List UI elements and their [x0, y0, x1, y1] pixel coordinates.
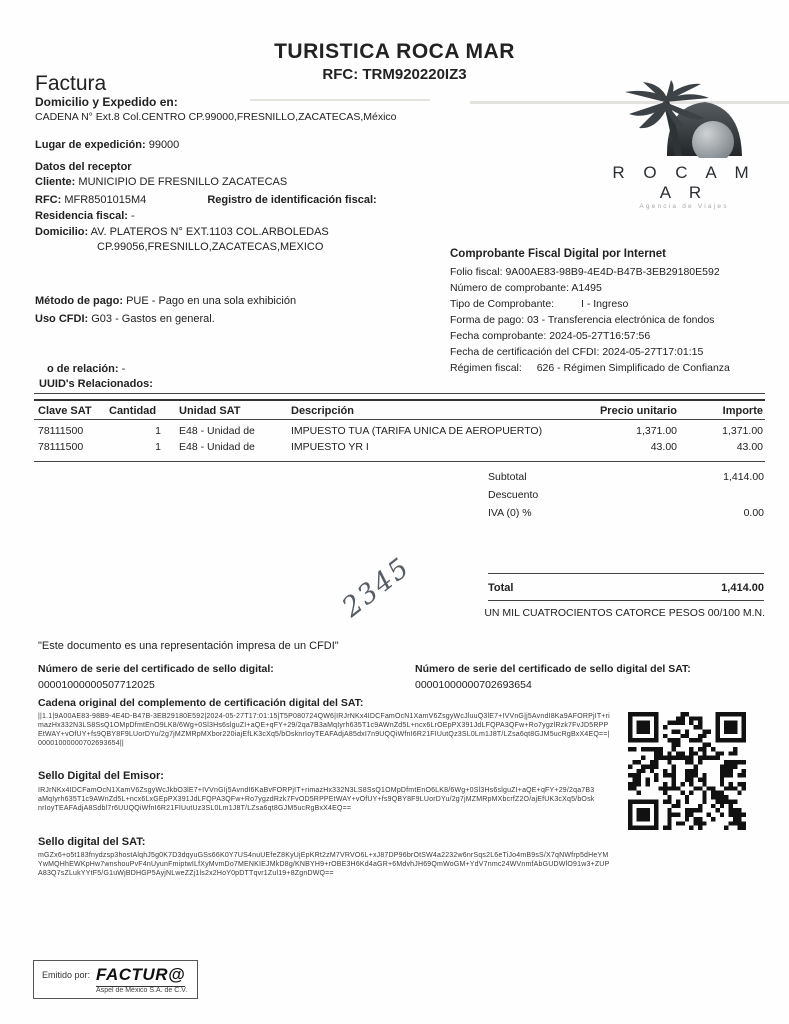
cfdi-label: Forma de pago:: [450, 314, 525, 326]
col-cantidad: Cantidad: [109, 405, 157, 417]
iva-label: IVA (0) %: [488, 507, 532, 519]
emitido-por-label: Emitido por:: [42, 970, 91, 980]
cfdi-value: 2024-05-27T17:01:15: [602, 346, 704, 358]
subtotal-value: 1,414.00: [723, 471, 764, 483]
cell-cantidad: 1: [155, 425, 161, 437]
csd-serial-value: 00001000000507712025: [38, 679, 155, 691]
sello-emisor-text: IRJrNKx4IDCFamOcN1XamV6ZsgyWcJkbO3lE7+IVVnGIj5AvndI6KaBvFORPjIT+rimazHx332N3LS8SsQ1OMpDfmtEnO6LK8/6Wg+0Sl3Hs6slguZI+aQE+qFY+29/2qa7B3aMqIyrh635T1c9AWnZd5L+ncx6LxGEpPX391JdLFQPA3QFw+Ro7ygzdRzk7FvOD5RPPEtWAY+vOfUY+fs9QBY8F9LUorDYu/2g7jMZMRpMXbcrfZ2O/ajEfUK3cXq5/bOsknrIoyTEAFAdjA8Sdbl7r6UUQQiWfnI6R21FIUutUz3SL0Lm1J8T/LZsa6qt8GJM5ucRgBxX4EQ==: [38, 787, 595, 813]
cfdi-row: [450, 314, 785, 326]
logo-brand-text: R O C A M A R: [612, 163, 756, 202]
cliente-value: MUNICIPIO DE FRESNILLO ZACATECAS: [78, 176, 288, 188]
total-bottom-border: [488, 600, 764, 601]
cfdi-label: Fecha comprobante:: [450, 330, 547, 342]
cfdi-row: [450, 298, 785, 310]
cfdi-legal-notice: "Este documento es una representación impresa de un CFDI": [38, 640, 339, 652]
uso-cfdi-label: Uso CFDI:: [35, 313, 89, 325]
emitido-por-box: [33, 960, 198, 999]
cfdi-label: Tipo de Comprobante:: [450, 298, 555, 310]
cell-importe: 1,371.00: [722, 425, 763, 437]
descuento-label: Descuento: [488, 489, 539, 501]
sello-emisor-label: Sello Digital del Emisor:: [38, 770, 164, 782]
receptor-section-title: Datos del receptor: [35, 161, 132, 173]
residencia-line: [35, 210, 135, 222]
cfdi-row: [450, 282, 785, 294]
issuer-domicilio-label: Domicilio y Expedido en:: [35, 95, 178, 109]
total-top-border: [488, 573, 764, 574]
company-title: TURISTICA ROCA MAR: [274, 40, 515, 63]
cell-cantidad: 1: [155, 441, 161, 453]
tipo-relacion-value: -: [121, 363, 126, 375]
sat-serial-value: 00001000000702693654: [415, 679, 532, 691]
metodo-pago-line: [35, 295, 296, 307]
total-label: Total: [488, 582, 514, 594]
domicilio-value1: AV. PLATEROS N° EXT.1103 COL.ARBOLEDAS: [90, 226, 329, 238]
cfdi-label: Régimen fiscal:: [450, 362, 522, 374]
domicilio-label: Domicilio:: [35, 226, 89, 238]
col-clave-sat: Clave SAT: [38, 405, 92, 417]
cfdi-label: Número de comprobante:: [450, 282, 570, 294]
uso-cfdi-value: G03 - Gastos en general.: [91, 313, 215, 325]
tipo-relacion-line: [47, 363, 125, 375]
registro-fiscal-label: Registro de identificación fiscal:: [207, 194, 377, 206]
total-line: [488, 582, 764, 594]
iva-line: [488, 507, 764, 519]
palm-tree-icon: [609, 145, 759, 162]
cfdi-value: 626 - Régimen Simplificado de Confianza: [536, 362, 730, 374]
cfdi-row: [450, 346, 785, 358]
col-precio-unitario: Precio unitario: [599, 405, 677, 417]
domicilio-line1: [35, 226, 329, 238]
cfdi-value: I - Ingreso: [581, 298, 629, 310]
receptor-rfc-line: [35, 194, 377, 206]
cliente-line: [35, 176, 287, 188]
cfdi-block: [450, 248, 785, 374]
factur-company: Aspel de México S.A. de C.V.: [96, 987, 188, 994]
cell-importe: 43.00: [736, 441, 763, 453]
metodo-pago-value: PUE - Pago en una sola exhibición: [126, 295, 297, 307]
cell-descripcion: IMPUESTO YR I: [291, 441, 369, 453]
cfdi-value: 2024-05-27T16:57:56: [549, 330, 651, 342]
cell-clave: 78111500: [38, 441, 84, 453]
sello-sat-text: mGZx6+o5t183fnydzsp3hostAlqhJ5g0K7D3dqyuGSs66K0Y7US4nuUEfeZ8KyUjEpKRt2zM7VRVO6L+xJ87DP96brOtSW4a2232w6nrSqs2L6eTiJo4mB9sS/X7qNWfrp5dHeYMYwMQHhEWKpHw7wnshouPvF4nUyunFmiptwILfXyMvmDo7MENKIEJMkD8g/KNBYH9+rOBE3H6Kd4aGR+6MdvhJH69QmWoGM+YdV7nmc24WVnmfAbGUDWlO91w3+ZUPA83Q7sZLukYYtF5/G1uWjBDHGP5AyjNLweZZj1ls2x2HoY0pDTTqvr1Zul19+8ZgnDWQ==: [38, 852, 610, 878]
subtotal-line: [488, 471, 764, 483]
metodo-pago-label: Método de pago:: [35, 295, 123, 307]
cadena-original-text: ||1.1|9A00AE83-98B9-4E4D-B47B-3EB29180E592|2024-05-27T17:01:15|T5P080724QW6|IRJrNKx4IDCFamOcN1XamV6ZsgyWcJluuQ3lE7+IVVnG|j5AvndI8Ka9AFORPjIT+rimazHx332N3LS8SsQ1OMpDfmtEnO9LK8/6Wg+0Sl3Hs6slguZI+aQE+qFY+29/2qa7B3aMqIyrh635T1c9AWnZd5L+ncx6LrOEpPX391JdLFQPA3QFw+Ro7ygzlRzk7FvJD5RPPEtWAY+vOfUY+fs9QBY8F9LUorDYu/2g7jMZMRpMXbor220iajEfLK3cXq5/bOsknrIoyTEAFAdjA85dxI7n9UQQiWfnI6R21FIUutQz3SL0Lm1J8T/LZsa6qt8GJM5ucRgBxX4EQ==|00001000000702693654||: [38, 713, 610, 748]
iva-value: 0.00: [743, 507, 764, 519]
cadena-original-label: Cadena original del complemento de certificación digital del SAT:: [38, 697, 364, 709]
residencia-value: -: [131, 210, 135, 222]
domicilio-line2: CP.99056,FRESNILLO,ZACATECAS,MEXICO: [97, 241, 324, 253]
col-unidad-sat: Unidad SAT: [179, 405, 241, 417]
sat-serial-label: Número de serie del certificado de sello digital del SAT:: [415, 663, 691, 675]
cfdi-row: [450, 266, 785, 278]
receptor-rfc-label: RFC:: [35, 194, 62, 206]
cell-unidad: E48 - Unidad de: [179, 441, 255, 453]
lugar-expedicion-line: [35, 139, 179, 151]
table-header-border: [34, 419, 765, 420]
doc-type-title: Factura: [35, 72, 107, 95]
uso-cfdi-line: [35, 313, 215, 325]
rocamar-logo: [598, 80, 770, 210]
lugar-label: Lugar de expedición:: [35, 139, 146, 151]
cell-precio: 1,371.00: [636, 425, 677, 437]
logo-tagline: Agencia de Viajes: [639, 203, 729, 210]
cfdi-label: Folio fiscal:: [450, 266, 503, 278]
col-descripcion: Descripción: [291, 405, 354, 417]
total-value: 1,414.00: [721, 582, 764, 594]
residencia-label: Residencia fiscal:: [35, 210, 128, 222]
table-bottom-border: [34, 461, 765, 462]
total-in-words: UN MIL CUATROCIENTOS CATORCE PESOS 00/100 M.N.: [484, 607, 765, 619]
cfdi-row: [450, 362, 785, 374]
csd-serial-label: Número de serie del certificado de sello digital:: [38, 663, 274, 675]
cell-clave: 78111500: [38, 425, 84, 437]
scan-artifact: [250, 99, 430, 101]
cfdi-value: 9A00AE83-98B9-4E4D-B47B-3EB29180E592: [505, 266, 720, 278]
company-rfc: RFC: TRM920220IZ3: [322, 66, 467, 83]
cfdi-value: 03 - Transferencia electrónica de fondos: [527, 314, 715, 326]
cfdi-label: Fecha de certificación del CFDI:: [450, 346, 600, 358]
cliente-label: Cliente:: [35, 176, 76, 188]
receptor-rfc-value: MFR8501015M4: [64, 194, 147, 206]
sello-sat-label: Sello digital del SAT:: [38, 836, 146, 848]
cfdi-value: A1495: [571, 282, 602, 294]
factur-logo: FACTUR@: [96, 965, 185, 987]
cell-descripcion: IMPUESTO TUA (TARIFA UNICA DE AEROPUERTO): [291, 425, 543, 437]
divider: [34, 393, 765, 394]
qr-code-icon: [628, 712, 746, 830]
subtotal-label: Subtotal: [488, 471, 527, 483]
cell-precio: 43.00: [650, 441, 677, 453]
lugar-value: 99000: [148, 139, 180, 151]
table-row: [34, 439, 765, 455]
issuer-address: CADENA N° Ext.8 Col.CENTRO CP.99000,FRESNILLO,ZACATECAS,México: [35, 111, 397, 123]
cfdi-row: [450, 330, 785, 342]
col-importe: Importe: [722, 405, 763, 417]
cell-unidad: E48 - Unidad de: [179, 425, 255, 437]
handwritten-note: 2345: [336, 551, 417, 624]
table-row: [34, 423, 765, 439]
tipo-relacion-label: o de relación:: [47, 363, 119, 375]
descuento-line: [488, 489, 764, 501]
cfdi-title: Comprobante Fiscal Digital por Internet: [450, 248, 666, 260]
uuids-label: UUID's Relacionados:: [39, 378, 153, 390]
